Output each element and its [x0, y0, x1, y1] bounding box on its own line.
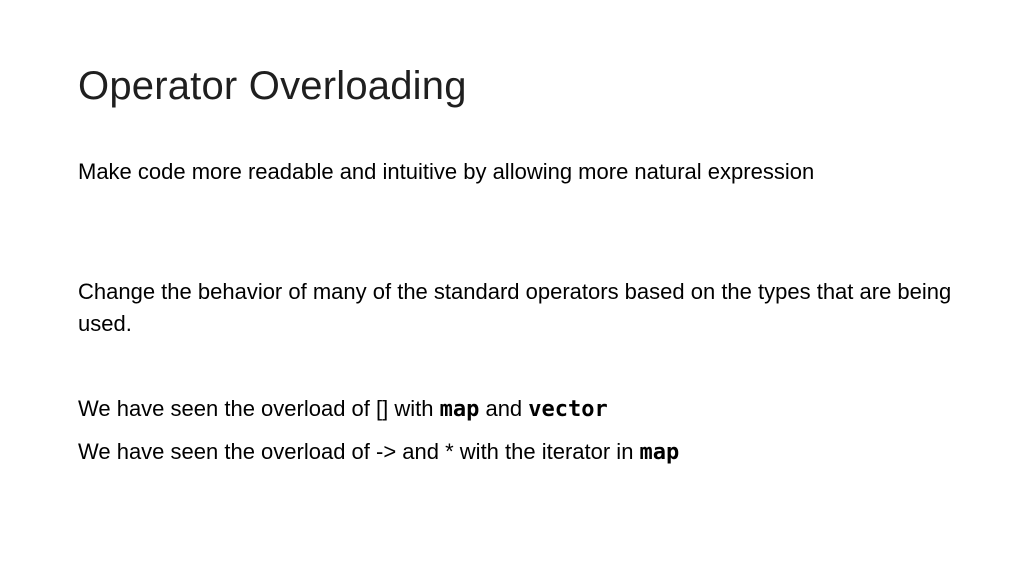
paragraph-iterator-overload: [78, 436, 958, 469]
paragraph-subscript-overload: [78, 393, 958, 426]
text-segment: We have seen the overload of -> and * with the iterator in: [78, 439, 640, 464]
text-segment: and: [479, 396, 529, 421]
code-vector: vector: [528, 397, 608, 422]
paragraph-behavior-change: Change the behavior of many of the standard operators based on the types that are being used.: [78, 279, 952, 336]
code-map: map: [639, 440, 680, 465]
code-map: map: [439, 397, 480, 422]
paragraph-readability: Make code more readable and intuitive by allowing more natural expression: [78, 159, 815, 184]
slide-title: Operator Overloading: [78, 64, 467, 108]
text-segment: We have seen the overload of [] with: [78, 396, 440, 421]
